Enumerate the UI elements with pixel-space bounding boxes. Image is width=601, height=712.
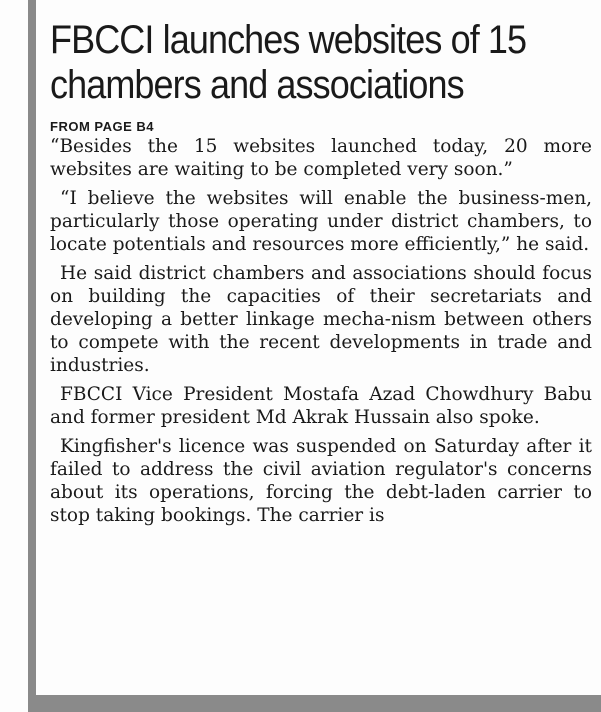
jump-line: FROM PAGE B4 (50, 119, 154, 134)
article-paragraph: “I believe the websites will enable the business-men, particularly those operating under district chambers, to locate potentials and resources more efficiently,” he said. (50, 188, 592, 255)
article-paragraph: “Besides the 15 websites launched today, 20 more websites are waiting to be completed very soon.” (50, 136, 592, 180)
article-paragraph: FBCCI Vice President Mostafa Azad Chowdhury Babu and former president Md Akrak Hussain also spoke. (50, 384, 592, 428)
headline: FBCCI launches websites of 15 chambers and associations (50, 18, 527, 107)
article (50, 18, 592, 527)
column-rule-left (28, 0, 36, 712)
article-paragraph: Kingfisher's licence was suspended on Saturday after it failed to address the civil aviation regulator's concerns about its operations, forcing the debt-laden carrier to stop taking bookings. The carrier is (50, 436, 592, 526)
column-rule-bottom (28, 695, 601, 712)
article-paragraph: He said district chambers and associations should focus on building the capacities of their secretariats and developing a better linkage mecha-nism between others to compete with the recent developments in trade and industries. (50, 263, 592, 376)
